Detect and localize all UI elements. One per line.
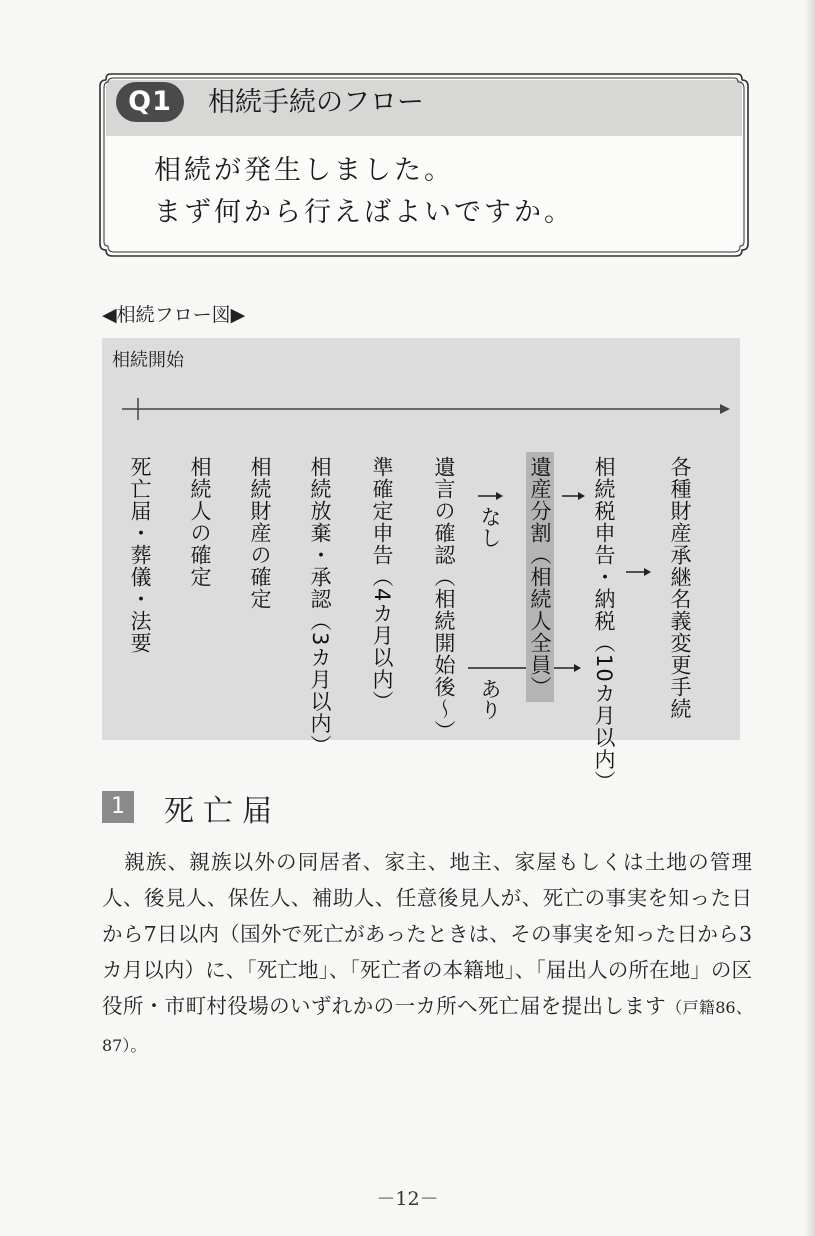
question-header <box>96 70 752 136</box>
section-title: 死亡届 <box>164 794 281 829</box>
flow-start-label: 相続開始 <box>112 350 184 371</box>
branch-none-arrowhead <box>496 492 503 500</box>
flow-step-quasi-tax-return: 準確定申告（4カ月以内） <box>370 456 394 713</box>
flow-step-title-transfer: 各種財産承継名義変更手続 <box>668 456 692 720</box>
flow-step-death-notice: 死亡届・葬儀・法要 <box>128 456 152 654</box>
flow-step-renunciation: 相続放棄・承認（3カ月以内） <box>308 456 332 757</box>
question-text <box>154 150 574 234</box>
question-title: 相続手続のフロー <box>208 87 424 118</box>
inheritance-flow-diagram <box>102 338 740 793</box>
timeline-arrowhead <box>720 404 730 414</box>
flow-caption: ◀相続フロー図▶ <box>102 304 246 326</box>
flow-step-division: 遺産分割（相続人全員） <box>526 452 554 702</box>
flow-step-estate: 相続財産の確定 <box>248 456 272 610</box>
flow-step-will-check: 遺言の確認（相続開始後～） <box>432 456 456 742</box>
section-body-reference: （戸籍86、87）。 <box>102 998 752 1055</box>
question-box <box>96 70 752 260</box>
page-edge-shadow <box>805 0 815 1236</box>
question-line: まず何から行えばよいですか。 <box>154 197 574 228</box>
branch-yes-label: あり <box>478 678 502 720</box>
section-body-text: 親族、親族以外の同居者、家主、地主、家屋もしくは土地の管理人、後見人、保佐人、補助人、任意後見人が、死亡の事実を知った日から7日以内（国外で死亡があったときは、その事実を知った日から3カ月以内）に、「死亡地」、「死亡者の本籍地」、「届出人の所在地」の区役所・市町村役場のいずれかの一カ所へ死亡届を提出します <box>102 850 752 1018</box>
to-transfer-arrowhead <box>644 568 651 576</box>
flow-step-heirs: 相続人の確定 <box>188 456 212 588</box>
section-number-badge: 1 <box>102 791 134 823</box>
to-tax-arrowhead <box>578 492 585 500</box>
flow-step-inheritance-tax: 相続税申告・納税（10カ月以内） <box>592 456 616 793</box>
page-number: －12－ <box>376 1188 439 1210</box>
branch-yes-arrowhead <box>574 664 581 672</box>
section-body <box>102 844 752 1064</box>
branch-none-label: なし <box>478 506 502 548</box>
question-number-badge: Q1 <box>116 82 184 122</box>
question-line: 相続が発生しました。 <box>154 155 454 186</box>
